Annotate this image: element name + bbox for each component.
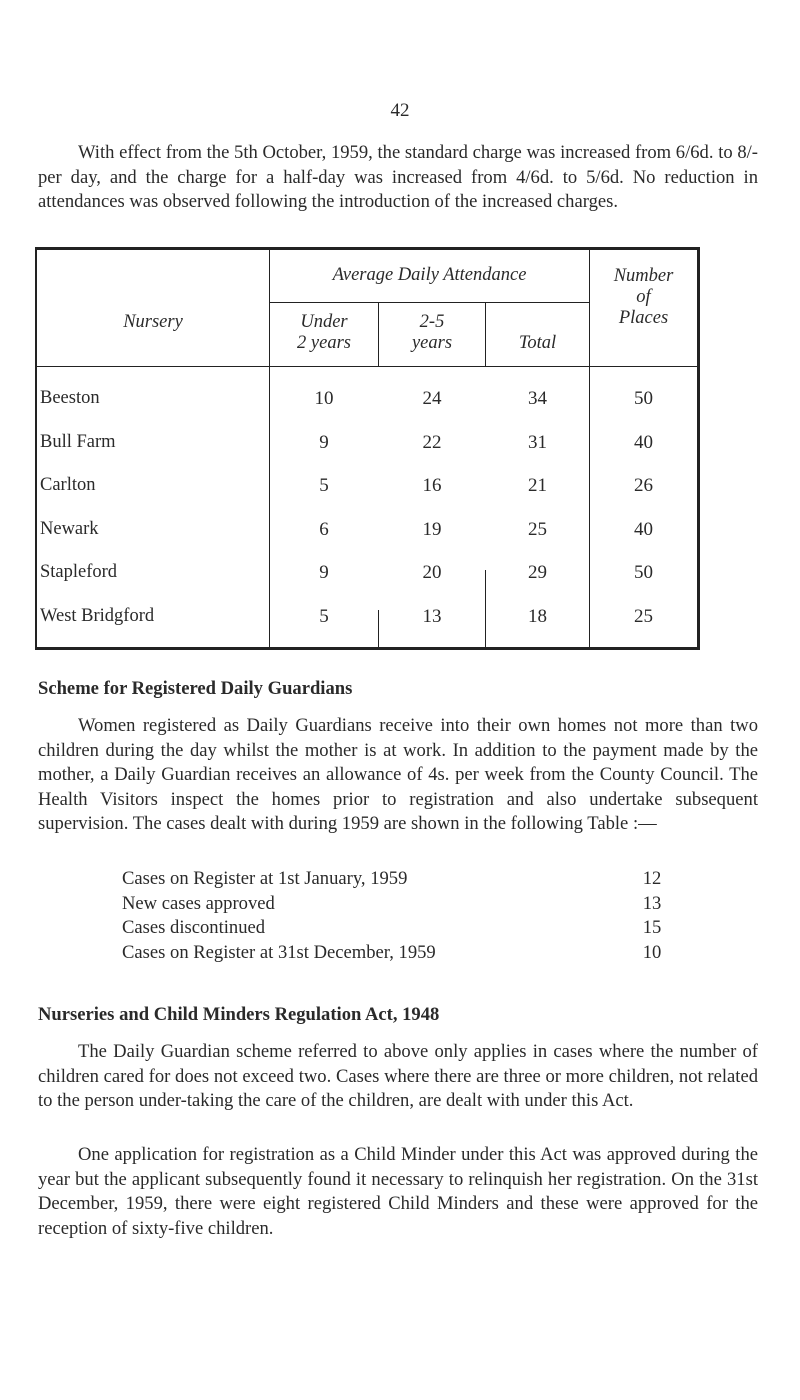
cell-under2: 6 [319,518,329,540]
page-number: 42 [390,100,410,121]
nursery-name: West Bridgford [40,605,155,626]
cell-under2: 10 [314,388,334,409]
divider-under2 [378,302,379,366]
divider-under2-body [378,610,379,649]
register-value: 12 [642,868,662,889]
header-total: Total [518,333,557,353]
register-value: 10 [642,941,662,963]
heading-daily-guardians: Scheme for Registered Daily Guardians [38,678,353,699]
register-label: Cases discontinued [122,917,266,938]
header-places-line2: of [636,287,651,307]
cell-places: 40 [634,431,653,453]
divider-total [589,249,590,649]
register-label: New cases approved [122,892,275,914]
table-border-left [35,247,37,650]
cell-total: 29 [528,562,547,583]
nursery-name: Beeston [40,388,100,408]
header-separator [35,366,700,367]
cell-two-five: 24 [422,388,442,409]
table-border-bottom [35,647,700,650]
cell-total: 18 [528,605,547,627]
act-paragraph-1: The Daily Guardian scheme referred to above only applies in cases where the number of children cared for does not exceed two. Cases where there are three or more children, not related to the person under-taking the care of the children, are dealt with under this Act. [38,1041,758,1111]
table-border-top [35,247,700,250]
nursery-name: Newark [40,518,99,539]
cell-two-five: 19 [422,518,442,540]
header-under-2-line1: Under [300,312,348,332]
header-number-of-places [590,266,697,329]
register-value: 13 [642,892,662,914]
header-places-line1: Number [613,266,674,286]
cell-two-five: 13 [422,605,442,627]
cell-total: 25 [528,518,547,540]
divider-2to5 [485,302,486,366]
header-2-5-line2: years [411,333,453,353]
nursery-name: Carlton [40,475,96,495]
cell-places: 50 [634,388,653,409]
cell-two-five: 16 [422,475,442,496]
header-2-5-line1: 2-5 [419,312,445,332]
header-under-2-line2: 2 years [297,333,351,353]
register-label: Cases on Register at 1st January, 1959 [122,868,408,889]
cell-total: 21 [528,475,547,496]
register-row [122,893,670,917]
table-border-right [697,247,700,650]
header-nursery: Nursery [123,312,183,332]
heading-child-minders-act: Nurseries and Child Minders Regulation Act, 1948 [38,1004,440,1025]
cell-places: 25 [634,605,653,627]
cell-total: 34 [528,388,547,409]
header-average-daily-attendance: Average Daily Attendance [332,265,527,285]
intro-paragraph: With effect from the 5th October, 1959, the standard charge was increased from 6/6d. to 8/- per day, and the charge for a half-day was increased from 4/6d. to 5/6d. No reduction in attendances was observed following the introduction of the increased charges. [38,142,758,212]
cell-places: 50 [634,562,653,583]
cell-places: 40 [634,518,653,540]
register-row [122,917,670,941]
divider-2to5-body [485,570,486,649]
header-2-5-years [379,312,485,354]
act-paragraph-2: One application for registration as a Child Minder under this Act was approved during the year but the applicant subsequently found it necessary to relinquish her registration. On the 31st December, 1959, there were eight registered Child Minders and these were approved for the reception of sixty-five children. [38,1144,758,1239]
nursery-name: Stapleford [40,562,118,582]
cell-two-five: 22 [422,431,442,453]
cell-two-five: 20 [422,562,442,583]
header-places-line3: Places [618,308,669,328]
cell-under2: 5 [319,475,329,496]
header-under-2 [270,312,378,354]
nursery-name: Bull Farm [40,431,116,452]
guardians-paragraph: Women registered as Daily Guardians receive into their own homes not more than two children during the day whilst the mother is at work. In addition to the payment made by the mother, a Daily Guardian receives an allowance of 4s. per week from the County Council. The Health Visitors inspect the homes prior to registration and also undertake subsequent supervision. The cases dealt with during 1959 are shown in the following Table :— [38,715,758,834]
subheader-line [269,302,589,303]
register-row [122,868,670,892]
cell-places: 26 [634,475,653,496]
cell-under2: 9 [319,562,329,583]
register-label: Cases on Register at 31st December, 1959 [122,941,436,963]
cell-under2: 5 [319,605,329,627]
divider-nursery [269,249,270,649]
register-row [122,942,670,966]
register-value: 15 [642,917,662,938]
cell-total: 31 [528,431,547,453]
cell-under2: 9 [319,431,329,453]
